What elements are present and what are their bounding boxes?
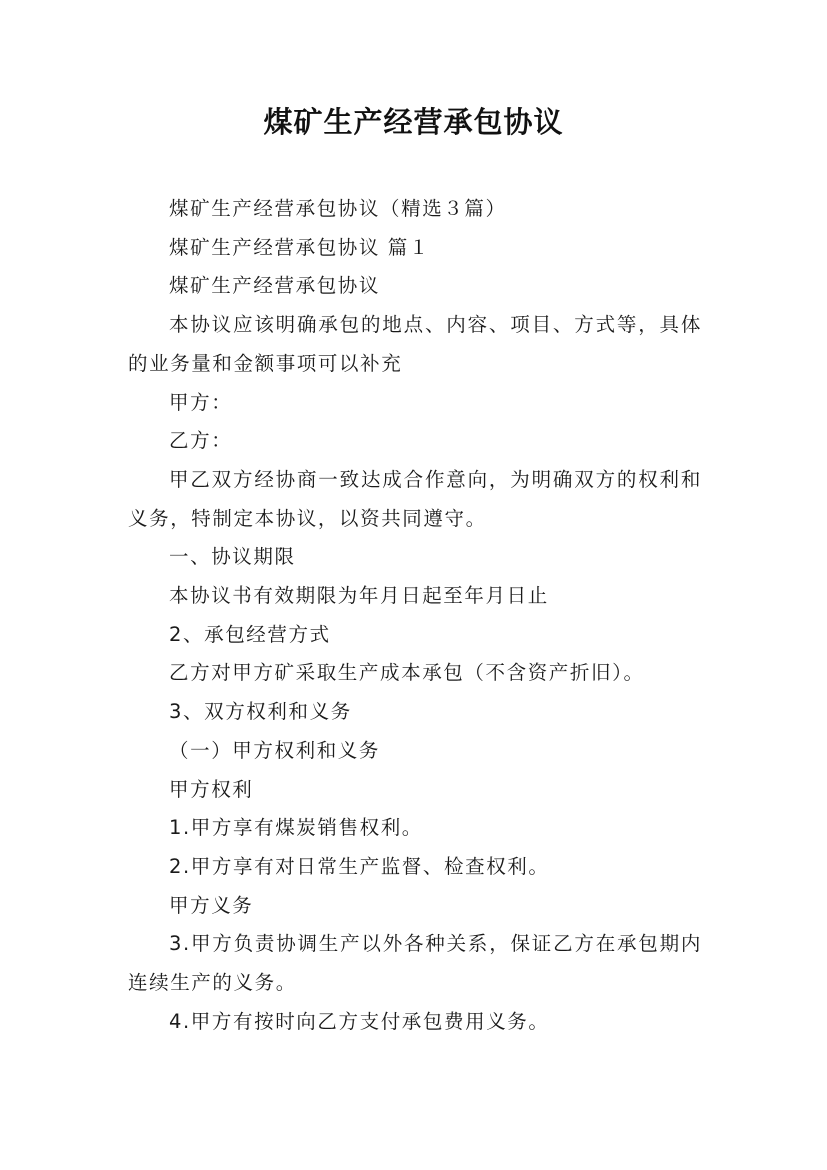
paragraph-subtitle: 煤矿生产经营承包协议（精选３篇）	[169, 197, 507, 220]
paragraph-party-a: 甲方：	[169, 390, 233, 414]
paragraph-party-b: 乙方：	[169, 429, 233, 453]
list-item: 2.甲方享有对日常生产监督、检查权利。	[169, 854, 550, 878]
heading-party-a-obligations: 甲方义务	[169, 893, 254, 917]
heading-term: 一、协议期限	[169, 545, 296, 569]
paragraph-term: 本协议书有效期限为年月日起至年月日止	[169, 584, 549, 608]
list-item: 1.甲方享有煤炭销售权利。	[169, 816, 423, 840]
paragraph-agreement-name: 煤矿生产经营承包协议	[169, 274, 381, 298]
paragraph-note: 本协议应该明确承包的地点、内容、项目、方式等，具体的业务量和金额事项可以补充	[128, 313, 702, 375]
heading-rights-obligations: 3、双方权利和义务	[169, 700, 352, 724]
paragraph-section-heading: 煤矿生产经营承包协议 篇１	[169, 235, 430, 259]
list-item: 3.甲方负责协调生产以外各种关系，保证乙方在承包期内连续生产的义务。	[128, 932, 702, 995]
document-title: 煤矿生产经营承包协议	[263, 105, 564, 139]
paragraph-contract-method: 乙方对甲方矿采取生产成本承包（不含资产折旧）。	[169, 661, 645, 685]
heading-party-a-rights: 甲方权利	[169, 777, 254, 801]
paragraph-preamble: 甲乙双方经协商一致达成合作意向，为明确双方的权利和义务，特制定本协议，以资共同遵守。	[128, 467, 702, 530]
heading-contract-method: 2、承包经营方式	[169, 622, 331, 646]
list-item: 4.甲方有按时向乙方支付承包费用义务。	[169, 1009, 550, 1033]
document-body	[128, 190, 702, 1041]
heading-party-a-rights-obligations: （一）甲方权利和义务	[169, 738, 381, 762]
